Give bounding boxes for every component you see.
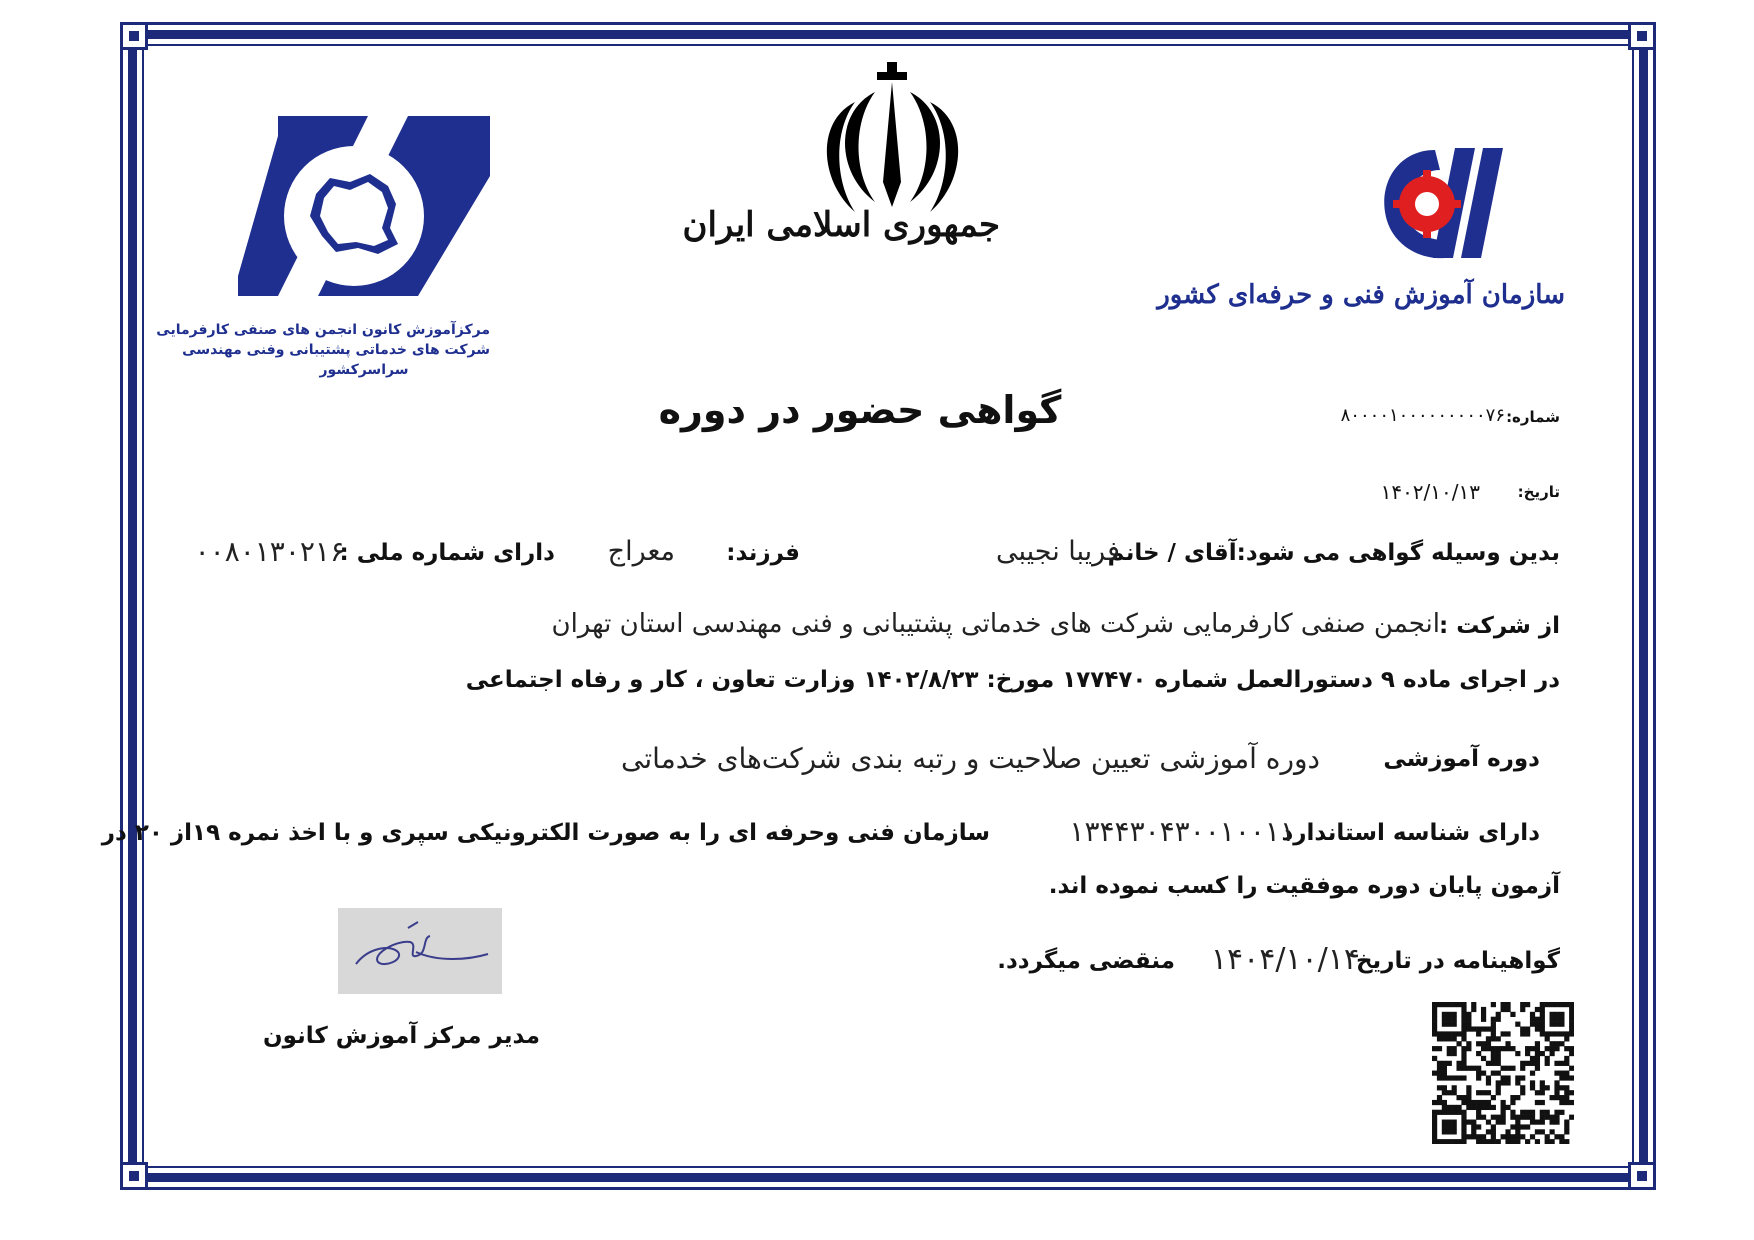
issue-date: ۱۴۰۲/۱۰/۱۳ xyxy=(1380,480,1480,504)
standard-label: دارای شناسه استاندارد xyxy=(1281,820,1540,846)
signature-image xyxy=(338,908,502,994)
exam-result-line: آزمون پایان دوره موفقیت را کسب نموده اند. xyxy=(1048,873,1560,899)
number-label: شماره: xyxy=(1506,408,1560,426)
employers-association-logo xyxy=(238,116,490,316)
corner-ornament xyxy=(1628,1162,1656,1190)
standard-text: سازمان فنی وحرفه ای را به صورت الکترونیکی سپری و با اخذ نمره ۱۹از ۲۰ در xyxy=(101,820,990,846)
left-logo-caption-line: مرکزآموزش کانون انجمن های صنفی کارفرمایی xyxy=(156,322,490,338)
date-label: تاریخ: xyxy=(1517,483,1560,501)
father-name: معراج xyxy=(607,536,675,567)
corner-ornament xyxy=(120,22,148,50)
expiry-date: ۱۴۰۴/۱۰/۱۴ xyxy=(1210,942,1360,977)
signer-title: مدیر مرکز آموزش کانون xyxy=(263,1023,540,1049)
iran-emblem xyxy=(815,62,970,222)
corner-ornament xyxy=(1628,22,1656,50)
right-logo-caption: سازمان آموزش فنی و حرفه‌ای کشور xyxy=(1157,280,1565,310)
left-logo-caption-line: شرکت های خدماتی پشتیبانی وفنی مهندسی xyxy=(182,342,490,358)
left-logo-caption-line: سراسرکشور xyxy=(319,362,409,378)
qr-code[interactable] xyxy=(1432,1002,1574,1144)
national-id: ۰۰۸۰۱۳۰۲۱۶ xyxy=(194,535,345,568)
corner-ornament xyxy=(120,1162,148,1190)
certificate-number: ۸۰۰۰۰۱۰۰۰۰۰۰۰۰۰۷۶ xyxy=(1340,405,1505,426)
course-name: دوره آموزشی تعیین صلاحیت و رتبه بندی شرکت‌های خدماتی xyxy=(621,742,1320,775)
certificate-title: گواهی حضور در دوره xyxy=(658,388,1062,432)
national-id-label: دارای شماره ملی : xyxy=(339,540,555,566)
expiry-suffix: منقضی میگردد. xyxy=(997,948,1175,974)
left-logo-caption xyxy=(156,320,490,380)
regulation-line: در اجرای ماده ۹ دستورالعمل شماره ۱۷۷۴۷۰ مورخ: ۱۴۰۲/۸/۲۳ وزارت تعاون ، کار و رفاه اجتماعی xyxy=(465,667,1560,693)
person-name: فریبا نجیبی xyxy=(995,536,1120,567)
course-label: دوره آموزشی xyxy=(1383,746,1540,772)
expiry-label: گواهینامه در تاریخ xyxy=(1355,948,1560,974)
company-label: از شرکت : xyxy=(1439,613,1560,639)
iran-emblem-caption: جمهوری اسلامی ایران xyxy=(682,205,1000,245)
child-of-label: فرزند: xyxy=(726,540,800,566)
certify-label: بدین وسیله گواهی می شود:آقای / خانم xyxy=(1107,540,1560,566)
technical-vocational-org-logo xyxy=(1375,140,1505,270)
standard-id: ۱۳۴۴۳۰۴۳۰۰۱۰۰۱۱ xyxy=(1069,815,1295,848)
company-name: انجمن صنفی کارفرمایی شرکت های خدماتی پشتیبانی و فنی مهندسی استان تهران xyxy=(551,609,1440,639)
